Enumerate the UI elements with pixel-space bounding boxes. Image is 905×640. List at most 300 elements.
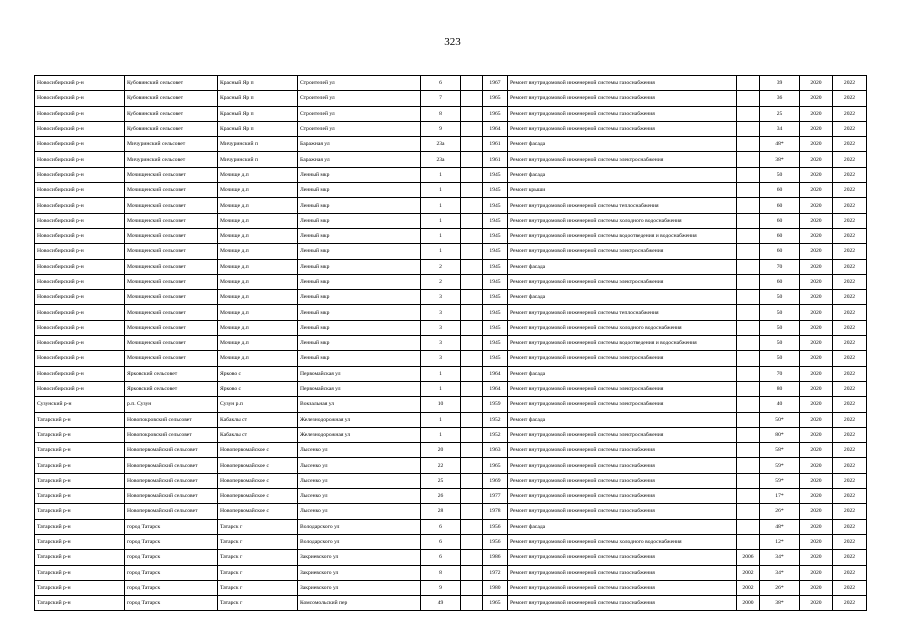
- cell-building: [461, 473, 483, 488]
- cell-street: Комсомольский пер: [298, 596, 421, 611]
- cell-street: Строителей ул: [298, 91, 421, 106]
- cell-year-built: 1945: [483, 320, 508, 335]
- cell-municipality: Новопервомайский сельсовет: [125, 504, 218, 519]
- cell-settlement: Мочище д.п: [218, 259, 298, 274]
- cell-year-built: 1945: [483, 336, 508, 351]
- cell-work-type: Ремонт внутридомовой инженерной системы газоснабжения: [508, 121, 737, 136]
- cell-end-year: 2022: [833, 137, 867, 152]
- cell-settlement: Мочище д.п: [218, 213, 298, 228]
- cell-start-year: 2020: [800, 596, 833, 611]
- cell-year-built: 1977: [483, 489, 508, 504]
- cell-cost: 59*: [760, 458, 800, 473]
- table-row: [35, 244, 867, 259]
- cell-district: Татарский р-н: [35, 489, 125, 504]
- cell-start-year: 2020: [800, 351, 833, 366]
- cell-cost: 50: [760, 336, 800, 351]
- cell-start-year: 2020: [800, 106, 833, 121]
- cell-start-year: 2020: [800, 198, 833, 213]
- cell-settlement: Новопервомайское с: [218, 489, 298, 504]
- cell-building: [461, 305, 483, 320]
- cell-work-type: Ремонт внутридомовой инженерной системы газоснабжения: [508, 458, 737, 473]
- cell-cost: 48*: [760, 137, 800, 152]
- cell-building: [461, 290, 483, 305]
- cell-end-year: 2022: [833, 489, 867, 504]
- cell-start-year: 2020: [800, 259, 833, 274]
- cell-house-number: 8: [421, 565, 461, 580]
- cell-last-repair-year: [737, 320, 760, 335]
- cell-end-year: 2022: [833, 381, 867, 396]
- cell-district: Новосибирский р-н: [35, 106, 125, 121]
- table-row: [35, 351, 867, 366]
- table-row: [35, 427, 867, 442]
- cell-cost: 48*: [760, 519, 800, 534]
- cell-municipality: Новопервомайский сельсовет: [125, 473, 218, 488]
- cell-settlement: Мочище д.п: [218, 228, 298, 243]
- table-row: [35, 534, 867, 549]
- cell-building: [461, 596, 483, 611]
- cell-street: Лысенко ул: [298, 443, 421, 458]
- cell-year-built: 1959: [483, 397, 508, 412]
- table-row: [35, 76, 867, 91]
- cell-work-type: Ремонт крыши: [508, 183, 737, 198]
- cell-municipality: Мочищенский сельсовет: [125, 320, 218, 335]
- cell-year-built: 1961: [483, 152, 508, 167]
- cell-street: Лысенко ул: [298, 458, 421, 473]
- cell-settlement: Красный Яр п: [218, 91, 298, 106]
- cell-start-year: 2020: [800, 76, 833, 91]
- cell-year-built: 1963: [483, 443, 508, 458]
- cell-year-built: 1952: [483, 427, 508, 442]
- cell-street: Ленный мкр: [298, 213, 421, 228]
- cell-end-year: 2022: [833, 228, 867, 243]
- cell-municipality: город Татарск: [125, 519, 218, 534]
- cell-cost: 58*: [760, 443, 800, 458]
- cell-end-year: 2022: [833, 259, 867, 274]
- table-row: [35, 596, 867, 611]
- cell-cost: 34*: [760, 550, 800, 565]
- cell-start-year: 2020: [800, 320, 833, 335]
- cell-last-repair-year: 2006: [737, 550, 760, 565]
- cell-cost: 34: [760, 121, 800, 136]
- table-row: [35, 412, 867, 427]
- cell-district: Новосибирский р-н: [35, 320, 125, 335]
- cell-year-built: 1965: [483, 91, 508, 106]
- cell-work-type: Ремонт внутридомовой инженерной системы водоотведения и водоснабжения: [508, 228, 737, 243]
- cell-end-year: 2022: [833, 580, 867, 595]
- cell-settlement: Ярково с: [218, 381, 298, 396]
- cell-street: Ленный мкр: [298, 228, 421, 243]
- cell-end-year: 2022: [833, 565, 867, 580]
- cell-cost: 36: [760, 91, 800, 106]
- cell-municipality: Ярковский сельсовет: [125, 381, 218, 396]
- cell-last-repair-year: [737, 76, 760, 91]
- cell-cost: 17*: [760, 489, 800, 504]
- cell-house-number: 26: [421, 489, 461, 504]
- cell-house-number: 1: [421, 427, 461, 442]
- cell-cost: 40: [760, 397, 800, 412]
- cell-house-number: 1: [421, 244, 461, 259]
- cell-municipality: р.п. Сузун: [125, 397, 218, 412]
- cell-work-type: Ремонт фасада: [508, 412, 737, 427]
- cell-district: Новосибирский р-н: [35, 183, 125, 198]
- cell-cost: 70: [760, 259, 800, 274]
- cell-start-year: 2020: [800, 305, 833, 320]
- cell-house-number: 3: [421, 351, 461, 366]
- table-row: [35, 106, 867, 121]
- cell-year-built: 1945: [483, 259, 508, 274]
- cell-municipality: город Татарск: [125, 534, 218, 549]
- cell-settlement: Красный Яр п: [218, 121, 298, 136]
- cell-building: [461, 167, 483, 182]
- cell-cost: 50*: [760, 412, 800, 427]
- table-row: [35, 121, 867, 136]
- cell-end-year: 2022: [833, 366, 867, 381]
- cell-work-type: Ремонт фасада: [508, 519, 737, 534]
- cell-settlement: Мочище д.п: [218, 336, 298, 351]
- cell-start-year: 2020: [800, 534, 833, 549]
- cell-start-year: 2020: [800, 397, 833, 412]
- cell-work-type: Ремонт внутридомовой инженерной системы электроснабжения: [508, 244, 737, 259]
- cell-settlement: Татарск г: [218, 550, 298, 565]
- cell-building: [461, 274, 483, 289]
- cell-building: [461, 580, 483, 595]
- cell-start-year: 2020: [800, 580, 833, 595]
- cell-street: Баражная ул: [298, 152, 421, 167]
- cell-cost: 25: [760, 106, 800, 121]
- table-row: [35, 213, 867, 228]
- cell-start-year: 2020: [800, 443, 833, 458]
- cell-street: Строителей ул: [298, 76, 421, 91]
- table-row: [35, 167, 867, 182]
- cell-building: [461, 412, 483, 427]
- repair-schedule-table: [34, 75, 867, 611]
- cell-year-built: 1965: [483, 106, 508, 121]
- cell-start-year: 2020: [800, 213, 833, 228]
- cell-last-repair-year: [737, 183, 760, 198]
- cell-year-built: 1945: [483, 290, 508, 305]
- cell-year-built: 1965: [483, 458, 508, 473]
- table-row: [35, 458, 867, 473]
- table-row: [35, 504, 867, 519]
- cell-street: Ленный мкр: [298, 198, 421, 213]
- cell-work-type: Ремонт фасада: [508, 290, 737, 305]
- cell-house-number: 3: [421, 320, 461, 335]
- cell-cost: 50: [760, 305, 800, 320]
- cell-last-repair-year: [737, 137, 760, 152]
- table-row: [35, 305, 867, 320]
- cell-end-year: 2022: [833, 397, 867, 412]
- cell-house-number: 2: [421, 274, 461, 289]
- table-row: [35, 290, 867, 305]
- cell-year-built: 1945: [483, 274, 508, 289]
- cell-street: Вокзальная ул: [298, 397, 421, 412]
- cell-municipality: Кубовинский сельсовет: [125, 91, 218, 106]
- cell-work-type: Ремонт внутридомовой инженерной системы газоснабжения: [508, 443, 737, 458]
- cell-end-year: 2022: [833, 473, 867, 488]
- cell-end-year: 2022: [833, 290, 867, 305]
- cell-street: Закриевского ул: [298, 580, 421, 595]
- cell-settlement: Мочище д.п: [218, 244, 298, 259]
- cell-district: Новосибирский р-н: [35, 198, 125, 213]
- cell-settlement: Сузун р.п: [218, 397, 298, 412]
- cell-cost: 60: [760, 274, 800, 289]
- cell-settlement: Новопервомайское с: [218, 443, 298, 458]
- cell-start-year: 2020: [800, 458, 833, 473]
- table-row: [35, 137, 867, 152]
- cell-last-repair-year: [737, 443, 760, 458]
- cell-house-number: 10: [421, 397, 461, 412]
- cell-year-built: 1972: [483, 565, 508, 580]
- cell-municipality: город Татарск: [125, 580, 218, 595]
- cell-end-year: 2022: [833, 183, 867, 198]
- cell-last-repair-year: [737, 351, 760, 366]
- cell-last-repair-year: 2002: [737, 565, 760, 580]
- cell-settlement: Мочище д.п: [218, 183, 298, 198]
- cell-year-built: 1965: [483, 596, 508, 611]
- cell-district: Новосибирский р-н: [35, 366, 125, 381]
- cell-cost: 60: [760, 183, 800, 198]
- cell-year-built: 1964: [483, 381, 508, 396]
- cell-settlement: Татарск г: [218, 565, 298, 580]
- cell-cost: 38*: [760, 596, 800, 611]
- cell-district: Новосибирский р-н: [35, 336, 125, 351]
- cell-last-repair-year: [737, 121, 760, 136]
- cell-district: Новосибирский р-н: [35, 213, 125, 228]
- cell-start-year: 2020: [800, 336, 833, 351]
- cell-building: [461, 152, 483, 167]
- cell-house-number: 1: [421, 198, 461, 213]
- cell-start-year: 2020: [800, 167, 833, 182]
- cell-street: Ленный мкр: [298, 167, 421, 182]
- cell-street: Ленный мкр: [298, 336, 421, 351]
- cell-last-repair-year: [737, 305, 760, 320]
- cell-cost: 70: [760, 366, 800, 381]
- cell-district: Новосибирский р-н: [35, 244, 125, 259]
- cell-last-repair-year: [737, 336, 760, 351]
- cell-house-number: 9: [421, 121, 461, 136]
- cell-work-type: Ремонт внутридомовой инженерной системы электроснабжения: [508, 351, 737, 366]
- cell-settlement: Татарск г: [218, 596, 298, 611]
- cell-year-built: 1961: [483, 137, 508, 152]
- cell-year-built: 1956: [483, 519, 508, 534]
- cell-cost: 60: [760, 244, 800, 259]
- cell-district: Татарский р-н: [35, 458, 125, 473]
- cell-settlement: Мочище д.п: [218, 198, 298, 213]
- cell-work-type: Ремонт внутридомовой инженерной системы газоснабжения: [508, 596, 737, 611]
- cell-work-type: Ремонт фасада: [508, 137, 737, 152]
- cell-house-number: 6: [421, 534, 461, 549]
- cell-work-type: Ремонт внутридомовой инженерной системы газоснабжения: [508, 565, 737, 580]
- cell-house-number: 6: [421, 519, 461, 534]
- cell-building: [461, 259, 483, 274]
- cell-year-built: 1945: [483, 305, 508, 320]
- cell-house-number: 23а: [421, 137, 461, 152]
- cell-settlement: Новопервомайское с: [218, 504, 298, 519]
- cell-end-year: 2022: [833, 519, 867, 534]
- table-row: [35, 152, 867, 167]
- cell-year-built: 1945: [483, 167, 508, 182]
- cell-municipality: Мочищенский сельсовет: [125, 259, 218, 274]
- cell-last-repair-year: [737, 167, 760, 182]
- cell-year-built: 1980: [483, 580, 508, 595]
- cell-last-repair-year: [737, 366, 760, 381]
- cell-municipality: Мочищенский сельсовет: [125, 228, 218, 243]
- cell-house-number: 1: [421, 213, 461, 228]
- cell-house-number: 1: [421, 412, 461, 427]
- table-row: [35, 489, 867, 504]
- cell-year-built: 1945: [483, 244, 508, 259]
- table-row: [35, 550, 867, 565]
- cell-house-number: 9: [421, 580, 461, 595]
- cell-end-year: 2022: [833, 121, 867, 136]
- cell-municipality: Новопервомайский сельсовет: [125, 489, 218, 504]
- cell-start-year: 2020: [800, 137, 833, 152]
- cell-district: Татарский р-н: [35, 504, 125, 519]
- cell-municipality: Мочищенский сельсовет: [125, 336, 218, 351]
- cell-end-year: 2022: [833, 274, 867, 289]
- cell-end-year: 2022: [833, 76, 867, 91]
- cell-building: [461, 137, 483, 152]
- cell-settlement: Мочище д.п: [218, 305, 298, 320]
- cell-last-repair-year: [737, 152, 760, 167]
- cell-district: Новосибирский р-н: [35, 351, 125, 366]
- cell-house-number: 6: [421, 550, 461, 565]
- cell-cost: 50: [760, 320, 800, 335]
- cell-last-repair-year: [737, 290, 760, 305]
- cell-street: Закриевского ул: [298, 565, 421, 580]
- cell-municipality: город Татарск: [125, 550, 218, 565]
- cell-work-type: Ремонт внутридомовой инженерной системы газоснабжения: [508, 550, 737, 565]
- cell-year-built: 1945: [483, 351, 508, 366]
- cell-cost: 34*: [760, 565, 800, 580]
- cell-end-year: 2022: [833, 550, 867, 565]
- cell-start-year: 2020: [800, 152, 833, 167]
- cell-work-type: Ремонт внутридомовой инженерной системы холодного водоснабжения: [508, 534, 737, 549]
- cell-last-repair-year: [737, 244, 760, 259]
- cell-district: Новосибирский р-н: [35, 259, 125, 274]
- cell-municipality: Мочищенский сельсовет: [125, 274, 218, 289]
- cell-house-number: 6: [421, 76, 461, 91]
- cell-street: Железнодорожная ул: [298, 427, 421, 442]
- cell-municipality: Новопервомайский сельсовет: [125, 458, 218, 473]
- cell-end-year: 2022: [833, 167, 867, 182]
- cell-settlement: Татарск г: [218, 580, 298, 595]
- cell-street: Ленный мкр: [298, 351, 421, 366]
- cell-work-type: Ремонт внутридомовой инженерной системы газоснабжения: [508, 504, 737, 519]
- cell-year-built: 1952: [483, 412, 508, 427]
- cell-last-repair-year: [737, 106, 760, 121]
- cell-last-repair-year: 2002: [737, 580, 760, 595]
- cell-last-repair-year: [737, 473, 760, 488]
- cell-work-type: Ремонт внутридомовой инженерной системы газоснабжения: [508, 580, 737, 595]
- cell-end-year: 2022: [833, 106, 867, 121]
- cell-district: Новосибирский р-н: [35, 381, 125, 396]
- cell-street: Лысенко ул: [298, 504, 421, 519]
- cell-cost: 80: [760, 381, 800, 396]
- cell-cost: 59*: [760, 473, 800, 488]
- cell-start-year: 2020: [800, 274, 833, 289]
- cell-house-number: 8: [421, 106, 461, 121]
- table-row: [35, 473, 867, 488]
- cell-street: Лысенко ул: [298, 489, 421, 504]
- cell-building: [461, 106, 483, 121]
- cell-municipality: город Татарск: [125, 565, 218, 580]
- cell-house-number: 23а: [421, 152, 461, 167]
- cell-building: [461, 351, 483, 366]
- table-row: [35, 565, 867, 580]
- cell-street: Закриевского ул: [298, 550, 421, 565]
- cell-end-year: 2022: [833, 152, 867, 167]
- table-row: [35, 198, 867, 213]
- cell-house-number: 25: [421, 473, 461, 488]
- cell-district: Новосибирский р-н: [35, 137, 125, 152]
- cell-district: Новосибирский р-н: [35, 76, 125, 91]
- cell-last-repair-year: [737, 534, 760, 549]
- cell-district: Новосибирский р-н: [35, 152, 125, 167]
- cell-municipality: Мочищенский сельсовет: [125, 244, 218, 259]
- cell-district: Татарский р-н: [35, 550, 125, 565]
- cell-settlement: Мочище д.п: [218, 351, 298, 366]
- cell-municipality: Мочищенский сельсовет: [125, 290, 218, 305]
- cell-last-repair-year: 2000: [737, 596, 760, 611]
- cell-street: Володарского ул: [298, 534, 421, 549]
- cell-cost: 26*: [760, 504, 800, 519]
- cell-house-number: 7: [421, 91, 461, 106]
- cell-year-built: 1945: [483, 213, 508, 228]
- cell-street: Лысенко ул: [298, 473, 421, 488]
- cell-work-type: Ремонт внутридомовой инженерной системы электроснабжения: [508, 381, 737, 396]
- cell-district: Татарский р-н: [35, 427, 125, 442]
- cell-district: Новосибирский р-н: [35, 167, 125, 182]
- cell-house-number: 22: [421, 458, 461, 473]
- cell-municipality: Мичуринский сельсовет: [125, 152, 218, 167]
- cell-work-type: Ремонт фасада: [508, 366, 737, 381]
- cell-year-built: 1986: [483, 550, 508, 565]
- cell-last-repair-year: [737, 427, 760, 442]
- cell-municipality: город Татарск: [125, 596, 218, 611]
- cell-end-year: 2022: [833, 504, 867, 519]
- cell-municipality: Мочищенский сельсовет: [125, 351, 218, 366]
- cell-municipality: Новопокровский сельсовет: [125, 412, 218, 427]
- cell-house-number: 1: [421, 381, 461, 396]
- cell-house-number: 28: [421, 504, 461, 519]
- cell-end-year: 2022: [833, 91, 867, 106]
- cell-street: Ленный мкр: [298, 259, 421, 274]
- cell-municipality: Мичуринский сельсовет: [125, 137, 218, 152]
- cell-district: Татарский р-н: [35, 443, 125, 458]
- cell-municipality: Мочищенский сельсовет: [125, 183, 218, 198]
- cell-district: Татарский р-н: [35, 412, 125, 427]
- cell-last-repair-year: [737, 198, 760, 213]
- cell-year-built: 1964: [483, 366, 508, 381]
- cell-municipality: Новопервомайский сельсовет: [125, 443, 218, 458]
- cell-building: [461, 91, 483, 106]
- cell-building: [461, 504, 483, 519]
- cell-last-repair-year: [737, 228, 760, 243]
- cell-building: [461, 213, 483, 228]
- table-row: [35, 336, 867, 351]
- cell-cost: 50: [760, 290, 800, 305]
- cell-building: [461, 397, 483, 412]
- cell-cost: 80*: [760, 427, 800, 442]
- cell-end-year: 2022: [833, 320, 867, 335]
- cell-work-type: Ремонт внутридомовой инженерной системы холодного водоснабжения: [508, 320, 737, 335]
- cell-work-type: Ремонт внутридомовой инженерной системы газоснабжения: [508, 473, 737, 488]
- cell-cost: 38*: [760, 152, 800, 167]
- cell-end-year: 2022: [833, 596, 867, 611]
- cell-street: Володарского ул: [298, 519, 421, 534]
- cell-municipality: Мочищенский сельсовет: [125, 305, 218, 320]
